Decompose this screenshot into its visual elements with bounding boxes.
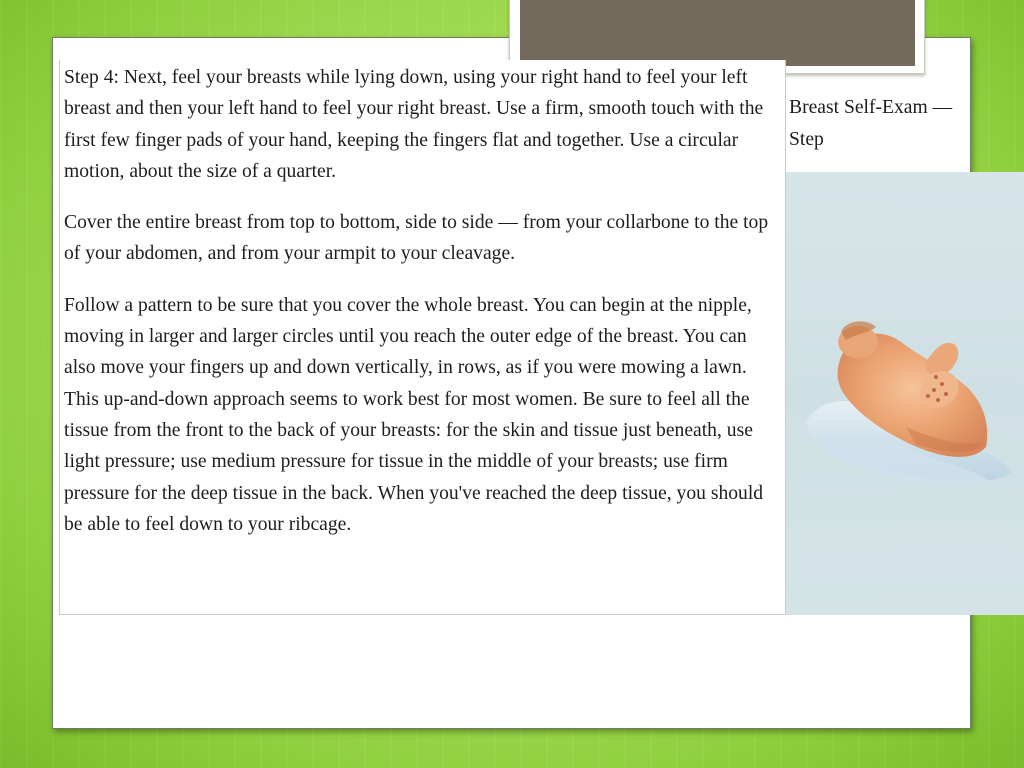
paragraph-follow-pattern: Follow a pattern to be sure that you cover the whole breast. You can begin at the nipple, moving in larger and larger circles until you reach the outer edge of the breast. You can also move your fingers up and down vertically, in rows, as if you were mowing a lawn. This up-and-down approach seems to work best for most women. Be sure to feel all the tissue from the front to the back of your breasts: for the skin and tissue just beneath, use light pressure; use medium pressure for tissue in the middle of your breasts; use firm pressure for the deep tissue in the back. When you've reached the deep tissue, you should be able to feel down to your ribcage. [64, 294, 764, 535]
woman-lying-self-exam-illustration [786, 172, 1024, 615]
illustration-area [786, 172, 1024, 615]
image-caption: Breast Self-Exam — Step [789, 97, 953, 150]
title-bar [520, 0, 915, 66]
paragraph-cover-breast: Cover the entire breast from top to bottom, side to side — from your collarbone to the top of your abdomen, and from your armpit to your cleavage. [64, 212, 769, 265]
content-text-box [59, 60, 786, 615]
paragraph-step-4: Step 4: Next, feel your breasts while lying down, using your right hand to feel your left breast and then your left hand to feel your right breast. Use a firm, smooth touch with the first few finger pads of your hand, keeping the fingers flat and together. Use a circular motion, about the size of a quarter. [64, 67, 764, 182]
